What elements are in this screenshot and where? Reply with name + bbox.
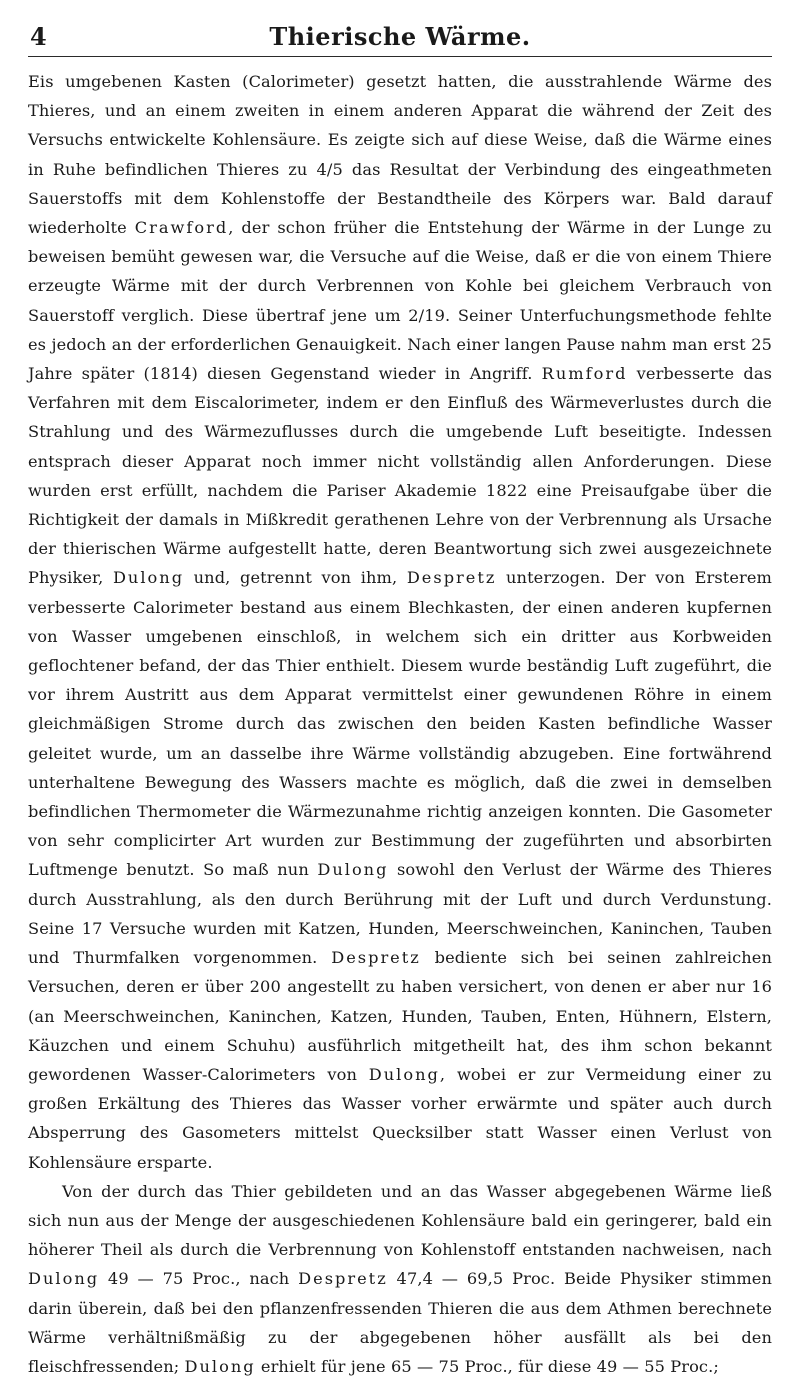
author-name: Crawford (134, 218, 229, 238)
author-name: Dulong (184, 1356, 256, 1376)
text-segment: Von der durch das Thier gebildeten und an das Wasser abgegebenen Wärme ließ sich nun aus der Menge der ausgeschiedenen Kohlensäure bald ein geringerer, bald ein höherer Theil als durch die Verbrennung von Kohlenstoff entstanden nachweisen, nach (28, 1181, 772, 1260)
author-name: Dulong (28, 1269, 100, 1289)
text-segment: und, getrennt von ihm, (184, 568, 407, 588)
running-head (28, 22, 772, 57)
text-segment: , wobei er zur Vermeidung einer zu großen Erkältung des Thieres das Wasser vorher erwärmte und später auch durch Absperrung des Gasometers mittelst Quecksilber statt Wasser einen Verlust von Kohlensäure ersparte. (28, 1064, 773, 1172)
text-segment: unterzogen. Der von Ersterem verbesserte Calorimeter bestand aus einem Blechkasten, der einen anderen kupfernen von Wasser umgebenen einschloß, in welchem sich ein dritter aus Korbweiden geflochtener befand, der das Thier enthielt. Diesem wurde beständig Luft zugeführt, die vor ihrem Austritt aus dem Apparat vermittelst einer gewundenen Röhre in einem gleichmäßigen Strome durch das zwischen den beiden Kasten befindliche Wasser geleitet wurde, um an dasselbe ihre Wärme vollständig abzugeben. Eine fortwährend unterhaltene Bewegung des Wassers machte es möglich, daß die zwei in demselben befindlichen Thermometer die Wärmezunahme richtig anzeigen konnten. Die Gasometer von sehr complicirter Art wurden zur Bestimmung der zugeführten und absorbirten Luftmenge benutzt. So maß nun (28, 568, 772, 880)
page-number: 4 (30, 22, 47, 51)
text-segment: Eis umgebenen Kasten (Calorimeter) gesetzt hatten, die ausstrahlende Wärme des Thieres, und an einem zweiten in einem anderen Apparat die während der Zeit des Versuchs entwickelte Kohlensäure. Es zeigte sich auf diese Weise, daß die Wärme eines in Ruhe befindlichen Thieres zu 4/5 das Resultat der Verbindung des eingeathmeten Sauerstoffs mit dem Kohlenstoffe der Bestandtheile des Körpers war. Bald darauf wiederholte (28, 72, 772, 238)
text-segment: erhielt für jene 65 — 75 Proc., für diese 49 — 55 Proc.; (255, 1356, 719, 1376)
paragraph (28, 67, 772, 1177)
author-name: Despretz (298, 1269, 388, 1289)
text-segment: 47,4 — 69,5 Proc. Beide Physiker stimmen darin überein, daß bei den pflanzenfressenden Thieren die aus dem Athmen berechnete Wärme verhältnißmäßig zu der abgegebenen höher ausfällt als bei den fleischfressenden; (28, 1269, 772, 1376)
author-name: Despretz (406, 568, 497, 588)
text-segment: sowohl den Verlust der Wärme des Thieres durch Ausstrahlung, als den durch Berührung mit der Luft und durch Verdunstung. Seine 17 Versuche wurden mit Katzen, Hunden, Meerschweinchen, Kaninchen, Tauben und Thurmfalken vorgenommen. (28, 860, 772, 968)
author-name: Despretz (331, 948, 421, 968)
author-name: Dulong (317, 860, 389, 880)
paragraph (28, 1177, 772, 1381)
text-segment: 49 — 75 Proc., nach (99, 1269, 299, 1289)
text-segment: bediente sich bei seinen zahlreichen Versuchen, deren er über 200 angestellt zu haben versichert, von denen er aber nur 16 (an Meerschweinchen, Kaninchen, Katzen, Hunden, Tauben, Enten, Hühnern, Elstern, Käuzchen und einem Schuhu) ausführlich mitgetheilt hat, des ihm schon bekannt gewordenen Wasser-Calorimeters von (28, 948, 772, 1084)
author-name: Rumford (541, 364, 628, 384)
author-name: Dulong (112, 568, 185, 588)
text-segment: , der schon früher die Entstehung der Wärme in der Lunge zu beweisen bemüht gewesen war, die Versuche auf die Weise, daß er die von einem Thiere erzeugte Wärme mit der durch Verbrennen von Kohle bei gleichem Verbrauch von Sauerstoff verglich. Diese übertraf jene um 2/19. Seiner Unterfuchungsmethode fehlte es jedoch an der erforderlichen Genauigkeit. Nach einer langen Pause nahm man erst 25 Jahre später (1814) diesen Gegenstand wieder in Angriff. (28, 218, 772, 384)
author-name: Dulong (368, 1064, 440, 1084)
text-segment: verbesserte das Verfahren mit dem Eiscalorimeter, indem er den Einfluß des Wärmeverlustes durch die Strahlung und des Wärmezuflusses durch die umgebende Luft beseitigte. Indessen entsprach dieser Apparat noch immer nicht vollständig allen Anforderungen. Diese wurden erst erfüllt, nachdem die Pariser Akademie 1822 eine Preisaufgabe über die Richtigkeit der damals in Mißkredit gerathenen Lehre von der Verbrennung als Ursache der thierischen Wärme aufgestellt hatte, deren Beantwortung sich zwei ausgezeichnete Physiker, (28, 364, 772, 588)
running-title: Thierische Wärme. (269, 22, 531, 51)
body-text (28, 67, 772, 1381)
